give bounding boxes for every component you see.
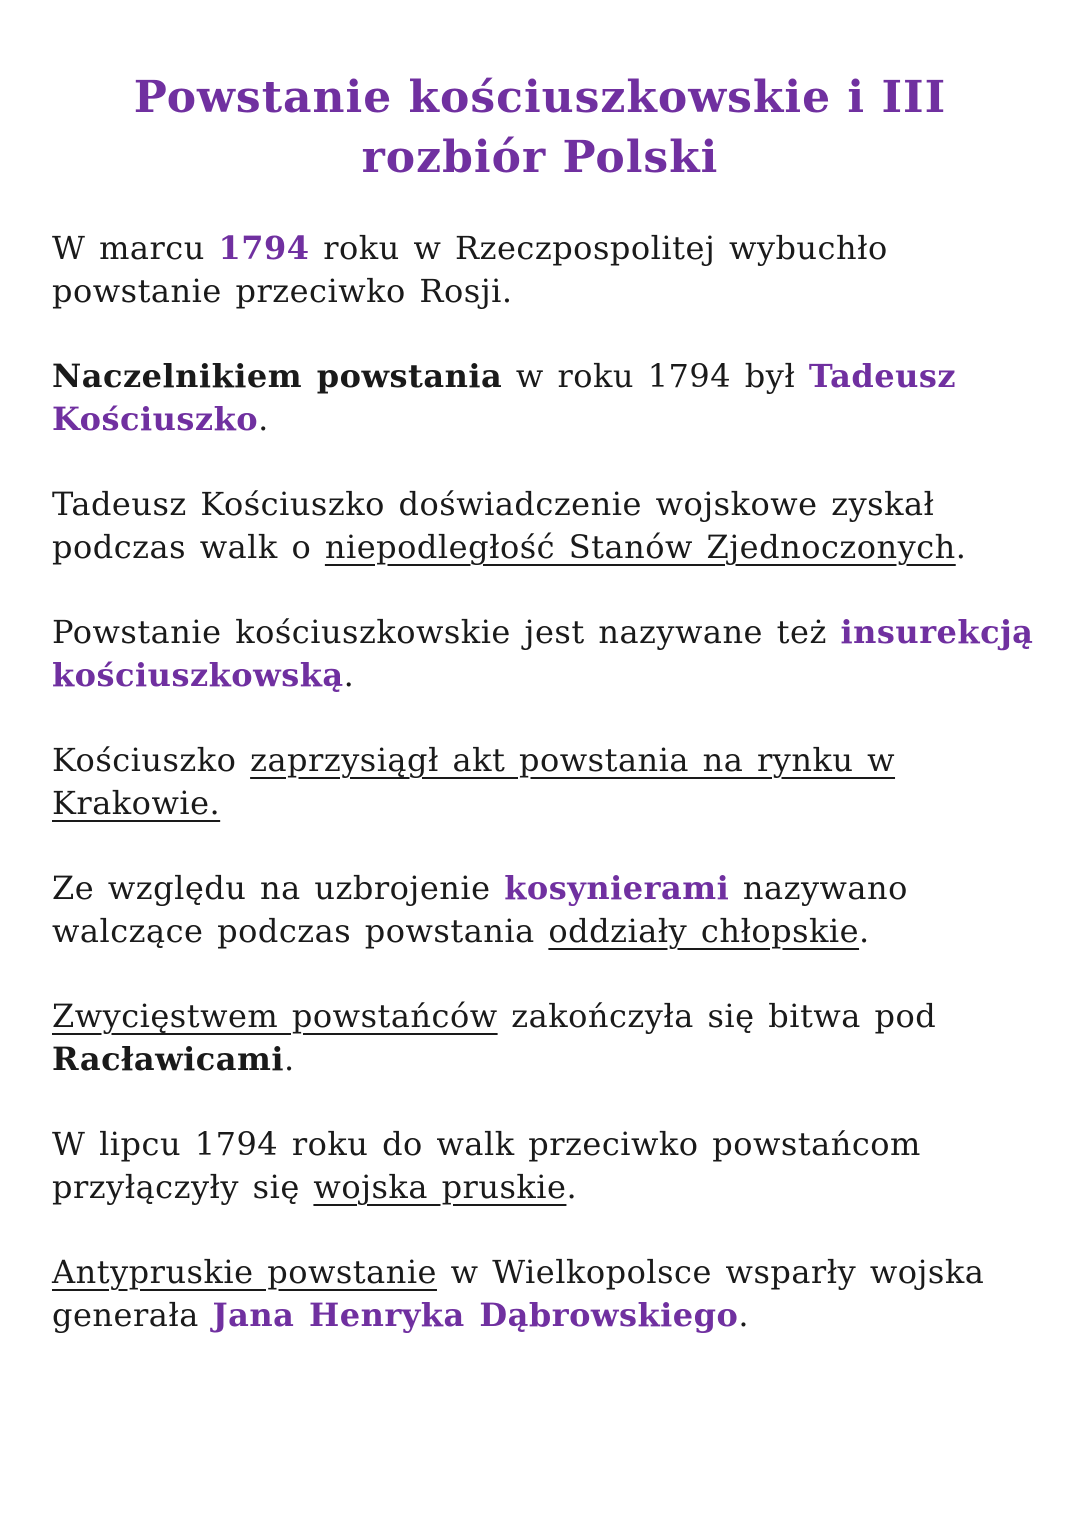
text-segment: . bbox=[566, 1168, 578, 1206]
text-segment: . bbox=[343, 656, 355, 694]
text-segment: Kościuszko bbox=[52, 741, 251, 779]
text-segment: . bbox=[859, 912, 870, 950]
text-segment: Ze względu na uzbrojenie bbox=[52, 869, 505, 907]
paragraph-experience bbox=[52, 483, 1042, 569]
paragraph-prussia bbox=[52, 1123, 1042, 1209]
paragraph-battle bbox=[52, 995, 1042, 1081]
bold-term: Racławicami bbox=[52, 1040, 285, 1078]
text-segment: . bbox=[955, 528, 967, 566]
text-segment: . bbox=[738, 1296, 750, 1334]
text-segment: roku w Rzeczpospolitej wybuchło powstanie przeciwko Rosji. bbox=[52, 229, 888, 310]
text-segment: W marcu bbox=[52, 229, 219, 267]
text-segment: zakończyła się bitwa pod bbox=[497, 997, 937, 1035]
text-segment: . bbox=[284, 1040, 295, 1078]
paragraph-uprising-start bbox=[52, 227, 1042, 313]
text-segment: Tadeusz Kościuszko doświadczenie wojskowe zyskał podczas walk o bbox=[52, 485, 935, 566]
highlighted-name: Jana Henryka Dąbrowskiego bbox=[212, 1296, 739, 1334]
paragraph-insurrection bbox=[52, 611, 1042, 697]
underlined-phrase: zaprzysiągł akt powstania na rynku w Krakowie. bbox=[52, 741, 896, 822]
paragraph-leader bbox=[52, 355, 1042, 441]
text-segment: nazywano walczące podczas powstania bbox=[52, 869, 908, 950]
underlined-phrase: wojska pruskie bbox=[313, 1168, 567, 1206]
highlighted-year: 1794 bbox=[218, 229, 310, 267]
paragraph-scythemen bbox=[52, 867, 1042, 953]
underlined-phrase: Antypruskie powstanie bbox=[52, 1253, 437, 1291]
page-title: Powstanie kościuszkowskie i III rozbiór Polski bbox=[133, 72, 947, 183]
text-segment: w roku 1794 był bbox=[502, 357, 809, 395]
highlighted-term: insurekcją kościuszkowską bbox=[52, 613, 1034, 694]
underlined-phrase: niepodległość Stanów Zjednoczonych bbox=[324, 528, 956, 566]
text-segment: Powstanie kościuszkowskie jest nazywane też bbox=[52, 613, 841, 651]
text-segment: w Wielkopolsce wsparły wojska generała bbox=[52, 1253, 985, 1334]
highlighted-name: Tadeusz Kościuszko bbox=[52, 357, 957, 438]
underlined-phrase: Zwycięstwem powstańców bbox=[52, 997, 498, 1035]
underlined-phrase: oddziały chłopskie bbox=[548, 912, 860, 950]
paragraph-greater-poland bbox=[52, 1251, 1042, 1337]
bold-term: Naczelnikiem powstania bbox=[52, 357, 503, 395]
paragraph-oath bbox=[52, 739, 1042, 825]
text-segment: W lipcu 1794 roku do walk przeciwko powstańcom przyłączyły się bbox=[52, 1125, 921, 1206]
highlighted-term: kosynierami bbox=[504, 869, 730, 907]
text-segment: . bbox=[258, 400, 269, 438]
